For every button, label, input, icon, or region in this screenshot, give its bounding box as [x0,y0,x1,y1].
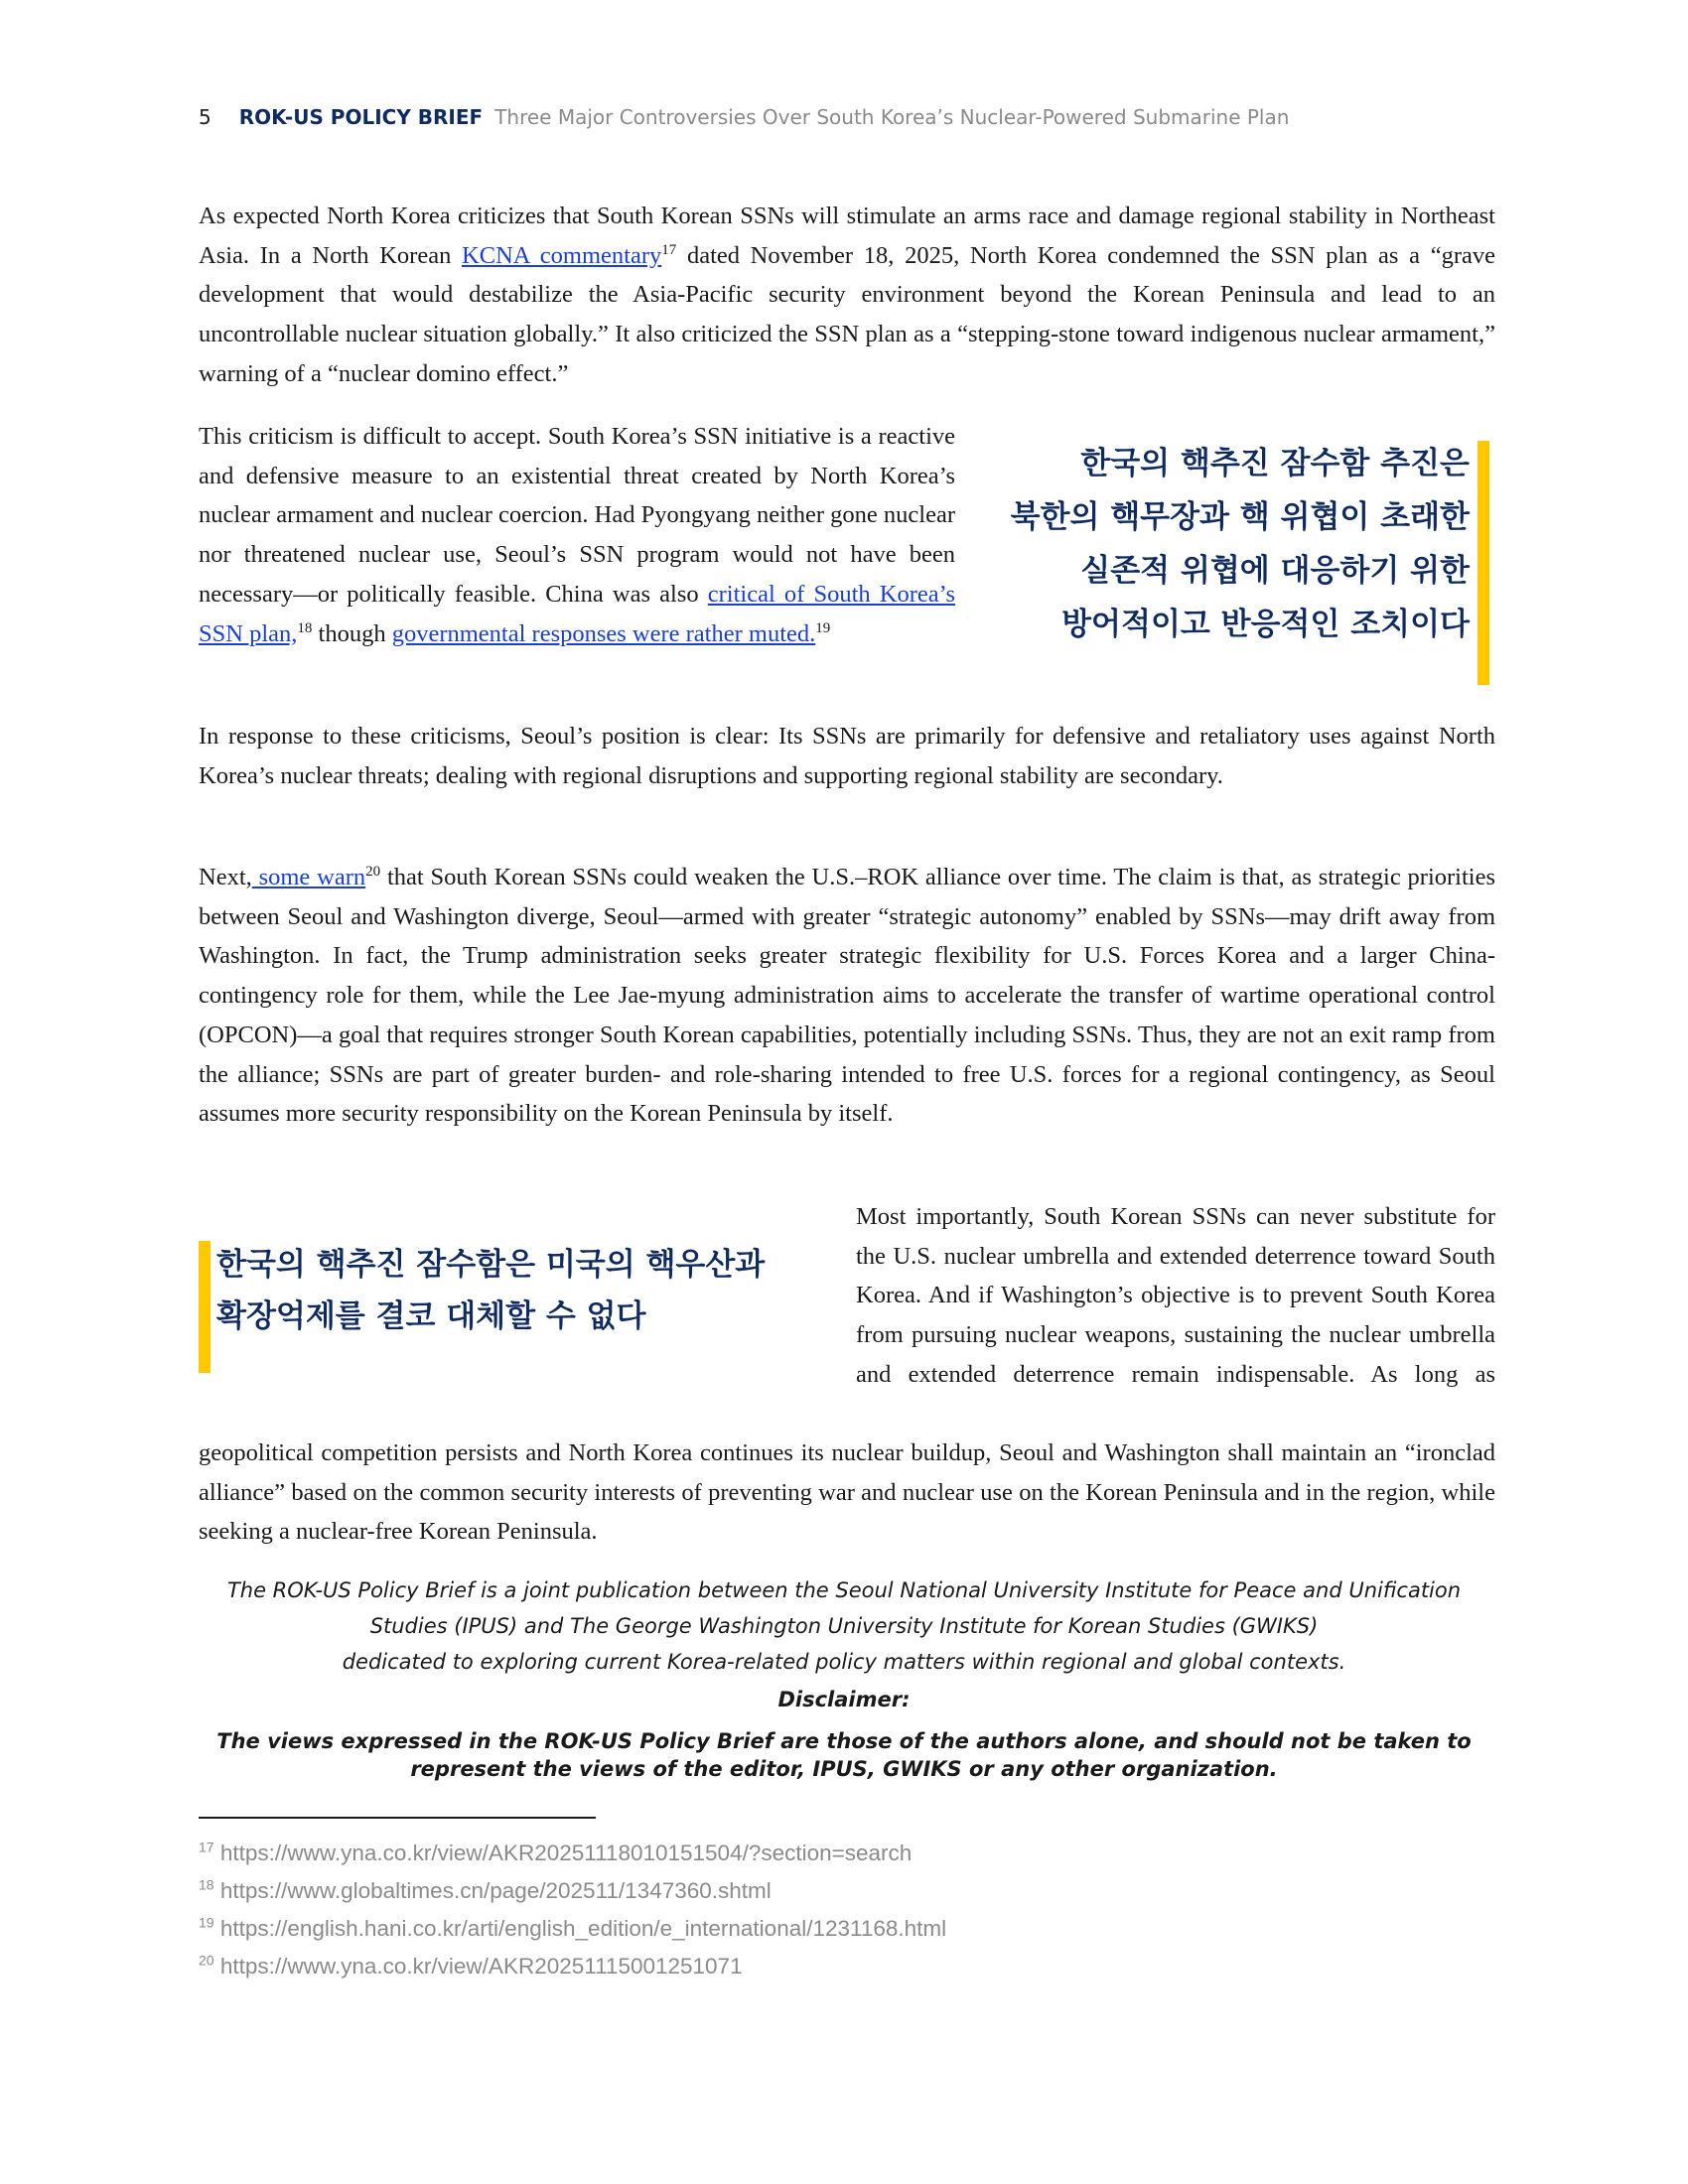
paragraph-text: Next, [199,864,252,890]
paragraph-text: geopolitical competition persists and North Korea continues its nuclear buildup, Seoul and Washington shall maintain an “ironclad alliance” based on the common security interests of preventing war and nuclear use on the Korean Peninsula and in the region, while seeking a nuclear-free Korean Peninsula. [199,1439,1495,1546]
footnote-19 [199,1910,946,1948]
footnote-url[interactable]: https://www.yna.co.kr/view/AKR20251118010151504/?section=search [219,1841,913,1865]
footnote-number: 18 [199,1876,214,1893]
pull-quote-defensive-measure [1003,437,1470,651]
footnote-ref-18[interactable]: 18 [297,619,313,636]
link-china-critical[interactable]: critical of South Korea’s SSN plan, [199,580,956,647]
pull-quote-line: 확장억제를 결코 대체할 수 없다 [216,1298,646,1334]
footnote-ref-17[interactable]: 17 [661,241,677,258]
footnote-ref-19[interactable]: 19 [815,619,831,636]
footnote-20 [199,1948,946,1985]
paragraph-most-importantly [856,1197,1495,1395]
footnote-ref-20[interactable]: 20 [365,863,381,880]
colophon-line: dedicated to exploring current Korea-related policy matters within regional and global contexts. [342,1650,1346,1674]
paragraph-text: dated November 18, 2025, North Korea condemned the SSN plan as a “grave development that would destabilize the Asia-Pacific security environment beyond the Korean Peninsula and lead to an uncontrollable nuclear situation globally.” It also criticized the SSN plan as a “stepping-stone toward indigenous nuclear armament,” warning of a “nuclear domino effect.” [199,241,1495,387]
pull-quote-line: 방어적이고 반응적인 조치이다 [1061,607,1470,642]
paragraph-text: though [312,619,392,647]
footnote-url[interactable]: https://www.yna.co.kr/view/AKR20251115001251071 [219,1954,743,1979]
disclaimer-text [179,1727,1509,1783]
disclaimer-line: represent the views of the editor, IPUS, GWIKS or any other organization. [410,1757,1278,1781]
colophon-line: Studies (IPUS) and The George Washington University Institute for Korean Studies (GWIKS) [369,1614,1319,1638]
paragraph-text: that South Korean SSNs could weaken the U.S.–ROK alliance over time. The claim is that, as strategic priorities between Seoul and Washington diverge, Seoul—armed with greater “strategic autonomy” enabled by SSNs—may drift away from Washington. In fact, the Trump administration seeks greater strategic flexibility for U.S. Forces Korea and a larger China-contingency role for them, while the Lee Jae-myung administration aims to accelerate the transfer of wartime operational control (OPCON)—a goal that requires stronger South Korean capabilities, potentially including SSNs. Thus, they are not an exit ramp from the alliance; SSNs are part of greater burden- and role-sharing intended to free U.S. forces for a regional contingency, as Seoul assumes more security responsibility on the Korean Peninsula by itself. [199,864,1495,1128]
paragraph-alliance-concern [199,858,1495,1134]
brief-title: Three Major Controversies Over South Korea’s Nuclear-Powered Submarine Plan [494,105,1290,129]
pull-quote-line: 한국의 핵추진 잠수함은 미국의 핵우산과 [216,1247,766,1283]
pull-quote-nuclear-umbrella [216,1239,773,1342]
pull-quote-line: 한국의 핵추진 잠수함 추진은 [1080,446,1470,481]
footnote-url[interactable]: https://www.globaltimes.cn/page/202511/1347360.shtml [219,1878,772,1903]
publication-colophon [179,1572,1509,1680]
publication-brand: ROK-US POLICY BRIEF [238,105,484,129]
paragraph-most-importantly-continued [199,1433,1495,1552]
link-kcna-commentary[interactable]: KCNA commentary [462,241,662,269]
pull-quote-line: 실존적 위협에 대응하기 위한 [1080,553,1470,589]
disclaimer-line: The views expressed in the ROK-US Policy Brief are those of the authors alone, and should not be taken to [216,1729,1472,1753]
paragraph-text: This criticism is difficult to accept. South Korea’s SSN initiative is a reactive and defensive measure to an existential threat created by North Korea’s nuclear armament and nuclear coercion. Had Pyongyang neither gone nuclear nor threatened nuclear use, Seoul’s SSN program would not have been necessary—or politically feasible. China was also [199,423,955,608]
link-governmental-responses[interactable]: governmental responses were rather muted. [391,619,816,647]
paragraph-text: In response to these criticisms, Seoul’s position is clear: Its SSNs are primarily for defensive and retaliatory uses against North Korea’s nuclear threats; dealing with regional disruptions and supporting regional stability are secondary. [199,723,1495,789]
footnote-17 [199,1835,946,1872]
footnote-number: 20 [199,1952,214,1969]
footnote-number: 17 [199,1839,214,1855]
footnote-number: 19 [199,1914,214,1931]
running-header [199,103,1289,131]
paragraph-text: Most importantly, South Korean SSNs can never substitute for the U.S. nuclear umbrella and extended deterrence toward South Korea. And if Washington’s objective is to prevent South Korea from pursuing nuclear weapons, sustaining the nuclear umbrella and extended deterrence remain indispensable. As long as [856,1203,1495,1388]
footnotes [199,1835,946,1985]
paragraph-north-korea-criticism [199,197,1495,394]
pull-quote-accent-bar [1477,441,1489,685]
colophon-line: The ROK-US Policy Brief is a joint publication between the Seoul National University Institute for Peace and Unification [226,1578,1462,1602]
pull-quote-accent-bar [199,1241,211,1373]
footnote-separator [199,1817,596,1819]
paragraph-text: As expected North Korea criticizes that South Korean SSNs will stimulate an arms race and damage regional stability in Northeast Asia. In a North Korean [199,203,1495,269]
disclaimer-title: Disclaimer: [777,1688,911,1711]
paragraph-rebuttal [199,417,955,653]
page-number: 5 [199,105,211,129]
link-some-warn[interactable]: some warn [251,864,366,890]
footnote-18 [199,1872,946,1910]
paragraph-seoul-position [199,717,1495,795]
pull-quote-line: 북한의 핵무장과 핵 위협이 초래한 [1010,499,1470,535]
footnote-url[interactable]: https://english.hani.co.kr/arti/english_edition/e_international/1231168.html [219,1916,947,1941]
